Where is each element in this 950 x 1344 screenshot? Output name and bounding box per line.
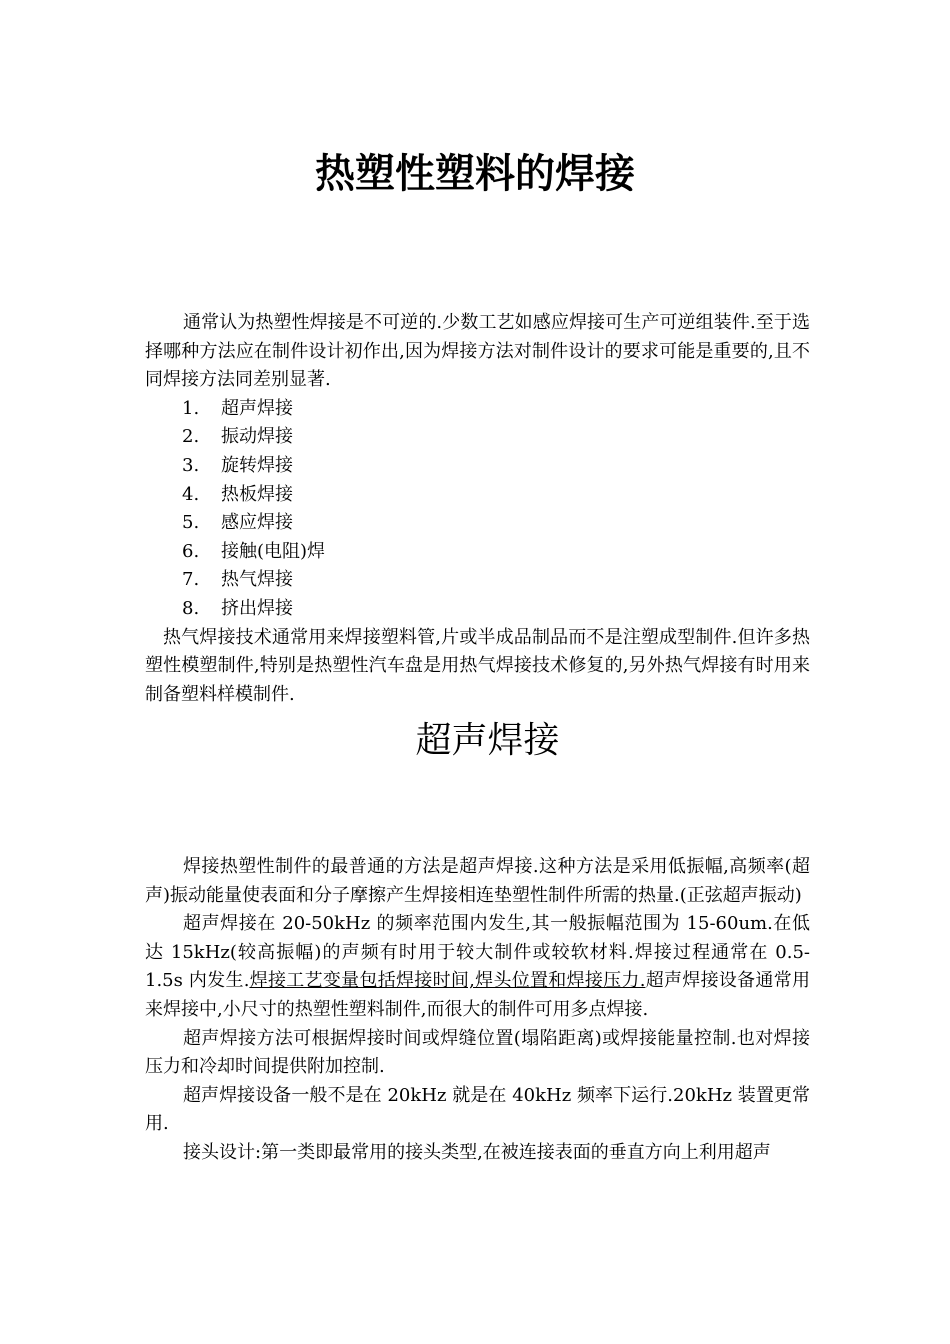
welding-methods-list <box>145 395 810 624</box>
list-item <box>145 595 810 624</box>
paragraph-2-text-a: 超声焊接在 20-50kHz 的频率范围内发生,其一般振幅范围为 15-60um.在低达 15kHz(较高振幅)的声频有时用于较大制件或较软材料.焊接过程通常在 0.5-1.5s 内发生. <box>145 913 810 992</box>
section-paragraph-1: 焊接热塑性制件的最普通的方法是超声焊接.这种方法是采用低振幅,高频率(超声)振动能量使表面和分子摩擦产生焊接相连垫塑性制件所需的热量.(正弦超声振动) <box>145 856 810 906</box>
list-item-label: 热气焊接 <box>221 569 293 591</box>
list-item-label: 挤出焊接 <box>221 597 293 619</box>
list-item <box>145 509 810 538</box>
paragraph-2-text-b: 超声焊接设备通常用来焊接中,小尺寸的热塑性塑料制件,而很大的制件可用多点焊接. <box>145 970 810 1020</box>
list-item-label: 振动焊接 <box>221 426 293 448</box>
list-item-number: 4. <box>182 483 200 505</box>
list-item-number: 2. <box>182 426 200 448</box>
list-item-label: 旋转焊接 <box>221 454 293 476</box>
section-paragraph-3: 超声焊接方法可根据焊接时间或焊缝位置(塌陷距离)或焊接能量控制.也对焊接压力和冷却时间提供附加控制. <box>145 1027 810 1078</box>
list-item <box>145 566 810 595</box>
list-item-number: 6. <box>182 540 200 562</box>
list-item-label: 接触(电阻)焊 <box>221 540 326 562</box>
list-item-number: 1. <box>182 397 200 419</box>
list-item-number: 7. <box>182 569 200 591</box>
intro-block <box>145 309 810 709</box>
list-item-label: 热板焊接 <box>221 483 293 505</box>
list-item-label: 超声焊接 <box>221 397 293 419</box>
section-paragraph-4: 超声焊接设备一般不是在 20kHz 就是在 40kHz 频率下运行.20kHz 装置更常用. <box>145 1084 810 1135</box>
list-item-number: 8. <box>182 597 200 619</box>
list-item <box>145 481 810 510</box>
section-body <box>145 853 810 1168</box>
intro-closing-paragraph: 热气焊接技术通常用来焊接塑料管,片或半成品制品而不是注塑成型制件.但许多热塑性模塑制件,特别是热塑性汽车盘是用热气焊接技术修复的,另外热气焊接有时用来制备塑料样模制件. <box>145 626 810 705</box>
document-title: 热塑性塑料的焊接 <box>315 151 635 197</box>
underlined-process-variables: 焊接工艺变量包括焊接时间,焊头位置和焊接压力. <box>249 970 646 992</box>
list-item-number: 5. <box>182 512 200 534</box>
section-paragraph-5: 接头设计:第一类即最常用的接头类型,在被连接表面的垂直方向上利用超声 <box>183 1141 771 1163</box>
list-item <box>145 538 810 567</box>
intro-paragraph: 通常认为热塑性焊接是不可逆的.少数工艺如感应焊接可生产可逆组装件.至于选择哪种方法应在制件设计初作出,因为焊接方法对制件设计的要求可能是重要的,且不同焊接方法同差别显著. <box>145 312 810 391</box>
list-item-label: 感应焊接 <box>221 512 293 534</box>
section-title: 超声焊接 <box>415 720 560 761</box>
list-item <box>145 395 810 424</box>
list-item-number: 3. <box>182 454 200 476</box>
list-item <box>145 423 810 452</box>
section-paragraph-2 <box>145 910 810 1024</box>
list-item <box>145 452 810 481</box>
